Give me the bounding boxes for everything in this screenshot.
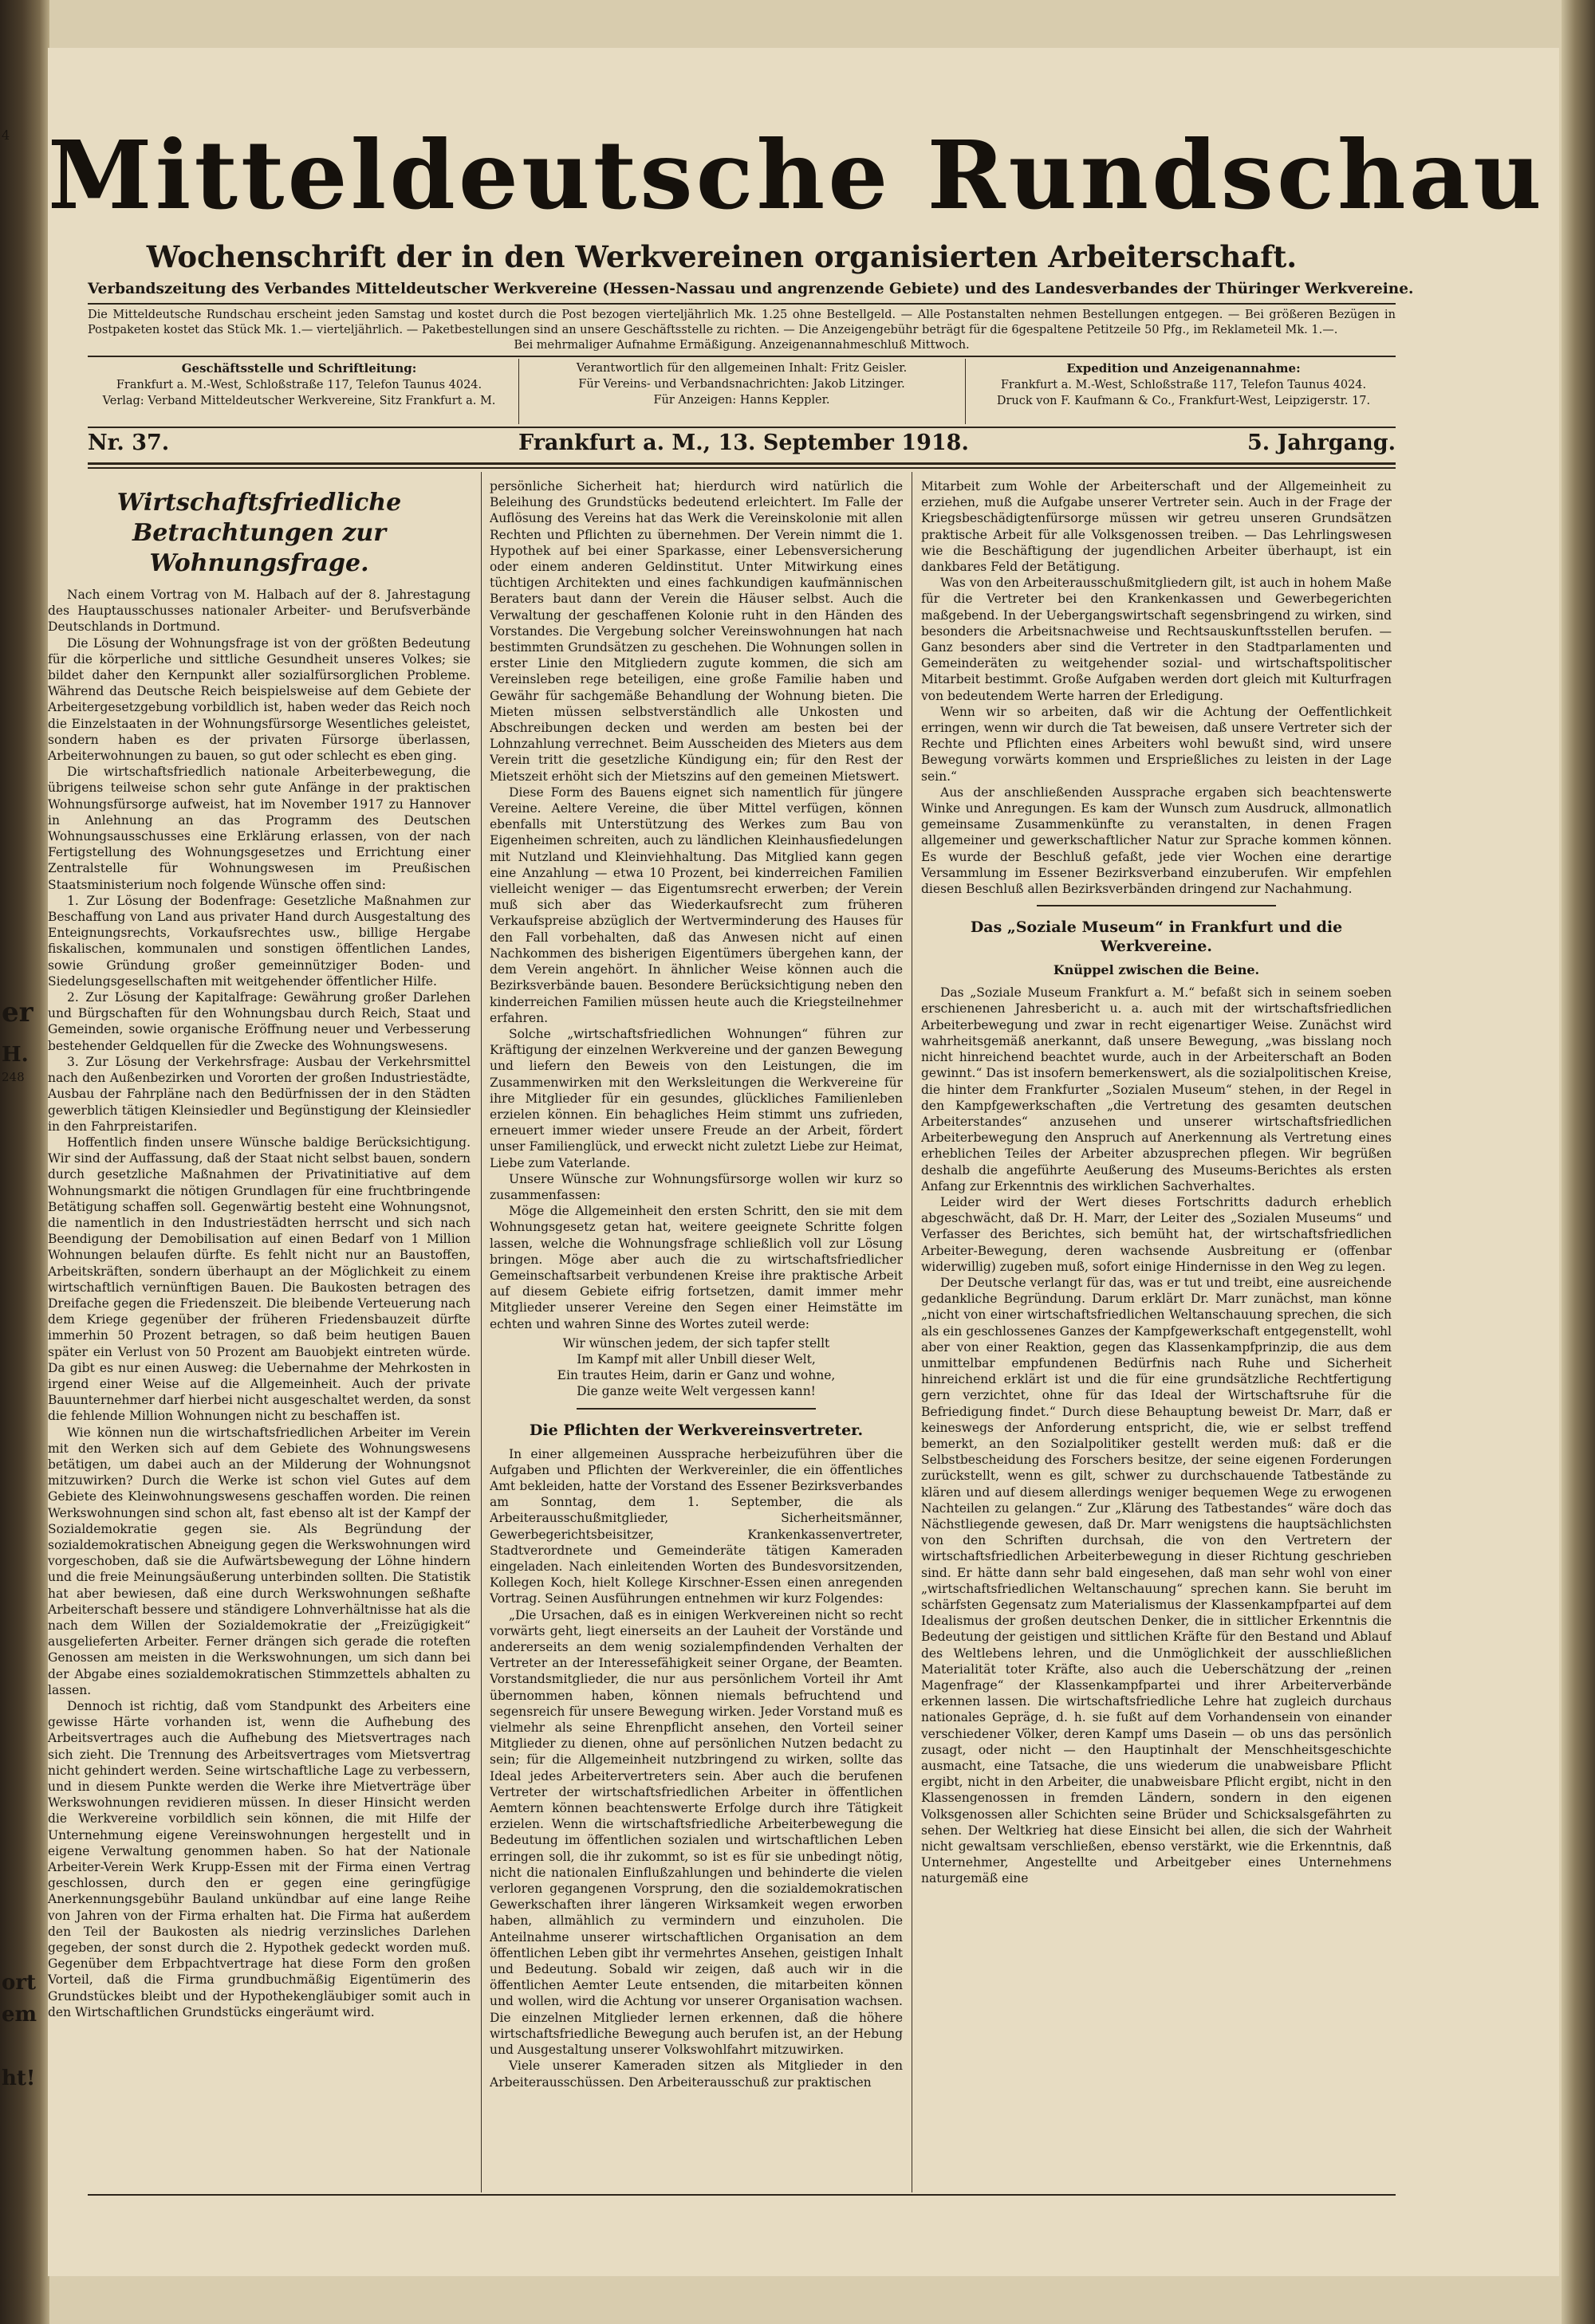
masthead-subtitle: Wochenschrift der in den Werkvereinen organisierten Arbeiterschaft.: [146, 239, 1298, 274]
subscription-info: [88, 308, 1396, 353]
paragraph: persönliche Sicherheit hat; hierdurch wird natürlich die Beleihung des Grundstücks bedeutend erleichtert. Im Falle der Auflösung des Vereins hat das Werk die Vereinskolonie mit allen Rechten und Pflichten zu übernehmen. Der Verein nimmt die 1. Hypothek auf bei einer Sparkasse, einer Lebensversicherung oder einem anderen Geldinstitut. Unter Mitwirkung eines tüchtigen Architekten und eines fachkundigen kaufmännischen Beraters baut dann der Verein die Häuser selbst. Auch die Verwaltung der geschaffenen Kolonie ruht in den Händen des Vorstandes. Die Vergebung solcher Vereinswohnungen hat nach bestimmten Grundsätzen zu geschehen. Die Wohnungen sollen in erster Linie den Mitgliedern zugute kommen, die sich am Vereinsleben rege beteiligen, eine große Familie haben und Gewähr für sachgemäße Behandlung der Wohnung bieten. Die Mieten müssen selbstverständlich alle Unkosten und Abschreibungen decken und werden am besten bei der Lohnzahlung verrechnet. Beim Ausscheiden des Mieters aus dem Verein tritt die gesetzliche Kündigung ein; für den Rest der Mietszeit erhöht sich der Mietszins auf den gemeinen Mietswert.: [490, 479, 903, 784]
editors-line: Verantwortlich für den allgemeinen Inhalt: Fritz Geisler.: [576, 362, 908, 375]
header-rule: [88, 356, 1396, 357]
box-divider: [965, 359, 966, 424]
paragraph: Viele unserer Kameraden sitzen als Mitglieder in den Arbeiterausschüssen. Den Arbeiterausschuß zur praktischen: [490, 2059, 903, 2090]
header-rule: [88, 303, 1396, 305]
office-box-line: Frankfurt a. M.-West, Schloßstraße 117, Telefon Taunus 4024.: [116, 379, 482, 391]
paragraph: Diese Form des Bauens eignet sich namentlich für jüngere Vereine. Aeltere Vereine, die über Mittel verfügen, können ebenfalls mit Unterstützung des Werkes zum Bau von Eigenheimen schreiten, auch zu ländlichen Kleinhausfiedelungen mit Nutzland und Kleinviehhaltung. Das Mitglied kann gegen eine Anzahlung — etwa 10 Prozent, bei kinderreichen Familien vielleicht weniger — das Eigentumsrecht erwerben; der Verein muß sich aber das Wiederkaufsrecht zum früheren Verkaufspreise abzüglich der Wertverminderung des Hauses für den Fall vorbehalten, daß das Anwesen nicht auf einen Nachkommen des bisherigen Eigentümers übergehen kann, der dem Verein angehört. In ähnlicher Weise können auch die Bezirksverbände bauen. Besondere Berücksichtigung neben den kinderreichen Familien müssen heute auch die Kriegsteilnehmer erfahren.: [490, 784, 903, 1025]
paragraph: Dennoch ist richtig, daß vom Standpunkt des Arbeiters eine gewisse Härte vorhanden ist, wenn die Aufhebung des Arbeitsvertrages auch die Aufhebung des Mietsvertrages nach sich zieht. Die Trennung des Arbeitsvertrages vom Mietsvertrag nicht gehindert werden. Seine wirtschaftliche Lage zu verbessern, und in diesem Punkte werden die Werke ihre Mietverträge über Werkswohnungen revidieren müssen. In dieser Hinsicht werden die Werkvereine vorbildlich sein können, die mit Hilfe der Unternehmung eigene Vereinswohnungen hergestellt und in eigene Verwaltung genommen haben. So hat der Nationale Arbeiter-Verein Werk Krupp-Essen mit der Firma einen Vertrag geschlossen, durch den er gegen eine geringfügige Anerkennungsgebühr Bauland unkündbar auf eine lange Reihe von Jahren von der Firma erhalten hat. Die Firma hat außerdem den Teil der Baukosten als niedrig verzinsliches Darlehen gegeben, der sonst durch die 2. Hypothek gedeckt worden muß. Gegenüber dem Erbpachtvertrage hat diese Form den großen Vorteil, daß die Firma grundbuchmäßig Eigentümerin des Grundstückes bleibt und der Hypothekengläubiger somit auch in den Wirtschaftlichen Grundstücks eingeräumt wird.: [48, 1699, 471, 2019]
edge-fragment: 4: [2, 128, 10, 143]
subscription-line: Bei mehrmaliger Aufnahme Ermäßigung. Anzeigenannahmeschluß Mittwoch.: [514, 339, 970, 352]
article-title: Die Pflichten der Werkvereinsvertreter.: [529, 1421, 864, 1439]
edge-fragment: ht!: [2, 2066, 36, 2090]
paragraph: Möge die Allgemeinheit den ersten Schritt, den sie mit dem Wohnungsgesetz getan hat, weitere geeignete Schritte folgen lassen, welche die Wohnungsfrage schließlich voll zur Lösung bringen. Möge aber auch die zu wirtschaftsfriedlicher Gemeinschaftsarbeit verbundenen Kreise ihre praktische Arbeit auf diesem Gebiete eifrig fortsetzen, damit immer mehr Mitglieder unserer Vereine den Segen einer Heimstätte im echten und wahren Sinne des Wortes zuteil werde:: [490, 1204, 903, 1331]
section-rule: [577, 1408, 816, 1410]
editors-box: [526, 360, 957, 408]
paragraph: Hoffentlich finden unsere Wünsche baldige Berücksichtigung. Wir sind der Auffassung, daß der Staat nicht selbst bauen, sondern durch gesetzliche Maßnahmen der Privatinitiative auf dem Wohnungsmarkt die nötigen Grundlagen für eine fruchtbringende Betätigung schaffen soll. Gegenwärtig besteht eine Wohnungsnot, die namentlich in den Industriestädten herrscht und sich nach Beendigung der Demobilisation auf einen Bedarf von 1 Million Wohnungen belaufen dürfte. Es fehlt nicht nur an Baustoffen, Arbeitskräften, sondern überhaupt an der Möglichkeit zu einem wirtschaftlich vernünftigen Bauen. Die Baukosten betragen des Dreifache gegen die Friedenszeit. Die bleibende Verteuerung nach dem Kriege gegenüber der früheren Friedensbauzeit dürfte immerhin 50 Prozent betragen, so daß beim heutigen Bauen später ein Verlust von 50 Prozent am Bauobjekt eintreten würde. Da gibt es nur einen Ausweg: die Uebernahme der Mehrkosten in irgend einer Weise auf die Allgemeinheit. Auch der private Bauunternehmer darf hierbei nicht ausgeschaltet werden, da sonst die fehlende Million Wohnungen nicht zu beschaffen ist.: [48, 1134, 471, 1424]
article-title: Wirtschaftsfriedliche Betrachtungen zur Wohnungsfrage.: [116, 489, 402, 577]
column-3: [921, 478, 1392, 2192]
verse-line: Die ganze weite Welt vergessen kann!: [577, 1384, 816, 1399]
page-stack-edge: [1562, 0, 1595, 2324]
expedition-line: Druck von F. Kaufmann & Co., Frankfurt-West, Leipzigerstr. 17.: [996, 395, 1371, 407]
expedition-box: [971, 360, 1396, 409]
column-2: [490, 478, 903, 2192]
paragraph: Die Lösung der Wohnungsfrage ist von der größten Bedeutung für die körperliche und sittliche Gesundheit unseres Volkes; sie bildet daher den Kernpunkt aller sozialfürsorglichen Probleme. Während das Deutsche Reich beispielsweise auf dem Gebiete der Arbeitergesetzgebung vorbildlich ist, haben weder das Reich noch die Einzelstaaten in der Wohnungsfürsorge Wesentliches geleistet, sondern haben es der privaten Fürsorge überlassen, Arbeiterwohnungen zu bauen, so gut oder schlecht es eben ging.: [48, 635, 471, 764]
box-divider: [518, 359, 519, 424]
subscription-line: Die Mitteldeutsche Rundschau erscheint jeden Samstag und kostet durch die Post bezogen vierteljährlich Mk. 1.25 ohne Bestellgeld. — Alle Postanstalten nehmen Bestellungen entgegen. — Bei größeren Bezügen in Postpaketen kostet das Stück Mk. 1.— vierteljährlich. — Paketbestellungen sind an unsere Geschäftsstelle zu richten. — Die Anzeigengebühr beträgt für die 6gespaltene Petitzeile 50 Pfg., im Reklameteil Mk. 1.—.: [88, 309, 1396, 336]
office-box-line: Verlag: Verband Mitteldeutscher Werkvereine, Sitz Frankfurt a. M.: [102, 395, 496, 407]
verse-line: Ein trautes Heim, darin er Ganz und wohne,: [557, 1368, 836, 1383]
expedition-box-title: Expedition und Anzeigenannahme:: [1066, 361, 1301, 376]
masthead-title: Mitteldeutsche Rundschau: [48, 120, 1545, 230]
office-box-title: Geschäftsstelle und Schriftleitung:: [181, 361, 417, 376]
article-subhead: Nach einem Vortrag von M. Halbach auf der 8. Jahrestagung des Hauptausschusses nationaler Arbeiter- und Berufsverbände Deutschlands in Dortmund.: [48, 588, 471, 635]
paragraph: Leider wird der Wert dieses Fortschritts dadurch erheblich abgeschwächt, daß Dr. H. Marr, der Leiter des „Sozialen Museums“ und Verfasser des Berichtes, sich bemüht hat, der wirtschaftsfriedlichen Arbeiter-Bewegung, deren wachsende Ausbreitung er (offenbar widerwillig) zugeben muß, sofort einige Hindernisse in den Weg zu legen.: [921, 1194, 1392, 1274]
edge-fragment: 248: [2, 1070, 25, 1084]
paragraph: 1. Zur Lösung der Bodenfrage: Gesetzliche Maßnahmen zur Beschaffung von Land aus privater Hand durch Ausgestaltung des Enteignungsrechts, Vorkaufsrechtes usw., billige Hergabe fiskalischen, kommunalen und sonstigen öffentlichen Landes, sowie Gründung großer gemeinnütziger Boden- und Siedelungsgesellschaften mit weitgehender öffentlicher Hilfe.: [48, 893, 471, 989]
page-bottom-rule: [88, 2194, 1396, 2196]
dateline-rule: [88, 462, 1396, 465]
paragraph: Das „Soziale Museum Frankfurt a. M.“ befaßt sich in seinem soeben erschienenen Jahresbericht u. a. auch mit der wirtschaftsfriedlichen Arbeiterbewegung und zwar in recht eigenartiger Weise. Zunächst wird wahrheitsgemäß anerkannt, daß unsere Bewegung, „was bisslang noch nicht hinreichend beachtet wurde, auch in der Arbeiterschaft an Boden gewinnt.“ Das ist insofern bemerkenswert, als die sozialpolitischen Kreise, die hinter dem Frankfurter „Sozialen Museum“ stehen, in der Regel in den Kampfgewerkschaften „die Vertretung des gesamten deutschen Arbeiterstandes“ anzusehen und unserer wirtschaftsfriedlichen Arbeiterbewegung den Anspruch auf Anerkennung als Vertretung eines erheblichen Teiles der Arbeiter abzusprechen pflegen. Wir begrüßen deshalb die angeführte Aeußerung des Museums-Berichtes als ersten Anfang zur Erkenntnis des wirklichen Sachverhaltes.: [921, 985, 1392, 1193]
paragraph: Wie können nun die wirtschaftsfriedlichen Arbeiter im Verein mit den Werken sich auf dem Gebiete des Wohnungswesens betätigen, um dabei auch an der Milderung der Wohnungsnot mitzuwirken? Durch die Werke ist schon viel Gutes auf dem Gebiete des Kleinwohnungswesens geschaffen worden. Die reinen Werkswohnungen sind schon alt, fast ebenso alt ist der Kampf der Sozialdemokratie gegen sie. Als Begründung der sozialdemokratischen Abneigung gegen die Werkswohnungen wird vorgeschoben, daß sie die Aufwärtsbewegung der Löhne hindern und die freie Meinungsäußerung unterbinden sollten. Die Statistik hat aber bewiesen, daß eine durch Werkswohnungen seßhafte Arbeiterschaft bessere und ständigere Lohnverhältnisse hat als die nach dem Willen der Sozialdemokratie der „Freizügigkeit“ ausgelieferten Arbeiter. Ferner drängen sich gerade die roteften Genossen am meisten in die Werkswohnungen, um sich dann bei der Abgabe eines sozialdemokratischen Stimmzettels abhalten zu lassen.: [48, 1425, 471, 1697]
paragraph: In einer allgemeinen Aussprache herbeizuführen über die Aufgaben und Pflichten der Werkvereinler, die ein öffentliches Amt bekleiden, hatte der Vorstand des Essener Bezirksverbandes am Sonntag, dem 1. September, die als Arbeiterausschußmitglieder, Sicherheitsmänner, Gewerbegerichtsbeisitzer, Krankenkassenvertreter, Stadtverordnete und Gemeinderäte tätigen Kameraden eingeladen. Nach einleitenden Worten des Bundesvorsitzenden, Kollegen Koch, hielt Kollege Kirschner-Essen einen anregenden Vortrag. Seinen Ausführungen entnehmen wir kurz Folgendes:: [490, 1446, 903, 1606]
paragraph: Die wirtschaftsfriedlich nationale Arbeiterbewegung, die übrigens teilweise schon sehr gute Anfänge in der praktischen Wohnungsfürsorge aufweist, hat im November 1917 zu Hannover in Anlehnung an das Programm des Deutschen Wohnungsausschusses eine Erklärung erlassen, von der nach Fertigstellung des Wohnungsgesetzes und Errichtung einer Zentralstelle für Wohnungswesen im Preußischen Staatsministerium noch folgende Wünsche offen sind:: [48, 765, 471, 892]
paragraph: 3. Zur Lösung der Verkehrsfrage: Ausbau der Verkehrsmittel nach den Außenbezirken und Vororten der großen Industriestädte, Ausbau der Fahrpläne nach den Bedürfnissen der in den Städten gewerblich tätigen Kleinsiedler und Begünstigung der Kleinsiedler in den Fahrpreistarifen.: [48, 1054, 471, 1134]
paragraph: Wenn wir so arbeiten, daß wir die Achtung der Oeffentlichkeit erringen, wenn wir durch die Tat beweisen, daß unsere Vertreter sich der Rechte und Pflichten eines Arbeiters wohl bewußt sind, wird unsere Bewegung vorwärts kommen und Ersprießliches zu leisten in der Lage sein.“: [921, 704, 1392, 784]
office-box: [88, 360, 510, 409]
edge-fragment: em: [2, 2003, 37, 2027]
paragraph: Mitarbeit zum Wohle der Arbeiterschaft und der Allgemeinheit zu erziehen, muß die Aufgabe unserer Vertreter sein. Auch in der Frage der Kriegsbeschädigtenfürsorge müssen wir getreu unseren Grundsätzen praktische Arbeit für alle Volksgenossen treiben. — Das Lehrlingswesen wie die Beschäftigung der jugendlichen Arbeiter überhaupt, ist ein dankbares Feld der Betätigung.: [921, 479, 1392, 575]
edge-fragment: er: [2, 997, 33, 1028]
editors-line: Für Vereins- und Verbandsnachrichten: Jakob Litzinger.: [578, 378, 905, 391]
section-rule: [1037, 905, 1276, 906]
edge-fragment: H.: [2, 1043, 29, 1067]
issue-number: Nr. 37.: [88, 431, 170, 455]
paragraph: Solche „wirtschaftsfriedlichen Wohnungen“ führen zur Kräftigung der einzelnen Werkvereine und der ganzen Bewegung und liefern den Beweis von den Leistungen, die im Zusammenwirken mit den Werksleitungen die Werkvereine für ihre Mitglieder für ein gesundes, glückliches Familienleben erzielen können. Ein behagliches Heim stimmt uns zufrieden, erneuert immer wieder unsere Freude an der Arbeit, fördert unser Familienglück, und erweckt nicht zuletzt Liebe zur Heimat, Liebe zum Vaterlande.: [490, 1026, 903, 1170]
masthead-subsubtitle: Verbandszeitung des Verbandes Mitteldeutscher Werkvereine (Hessen-Nassau und angrenzende Gebiete) und des Landesverbandes der Thüringer Werkvereine.: [88, 281, 1414, 297]
paragraph: Aus der anschließenden Aussprache ergaben sich beachtenswerte Winke und Anregungen. Es kam der Wunsch zum Ausdruck, allmonatlich gemeinsame Zusammenkünfte zu veranstalten, in denen Fragen allgemeiner und gewerkschaftlicher Natur zur Sprache kommen können. Es wurde der Beschluß gefaßt, jede vier Wochen eine derartige Versammlung im Essener Bezirksverband einzuberufen. Wir empfehlen diesen Beschluß allen Bezirksverbänden dringend zur Nachahmung.: [921, 784, 1392, 897]
paragraph: Was von den Arbeiterausschußmitgliedern gilt, ist auch in hohem Maße für die Vertreter bei den Krankenkassen und Gewerbegerichten maßgebend. In der Uebergangswirtschaft segensbringend zu wirken, sind besonders die Arbeitsnachweise und Rechtsauskunftsstellen berufen. — Ganz besonders aber sind die Vertreter in den Stadtparlamenten und Gemeinderäten zu weitgehender sozial- und wirtschaftspolitischer Mitarbeit bestimmt. Große Aufgaben werden dort gleich mit Kulturfragen von bedeutendem Werte harren der Erledigung.: [921, 576, 1392, 703]
header-rule: [88, 427, 1396, 428]
column-1: [48, 478, 471, 2192]
issue-date: Frankfurt a. M., 13. September 1918.: [518, 431, 969, 455]
volume: 5. Jahrgang.: [1247, 431, 1396, 455]
article-subtitle: Knüppel zwischen die Beine.: [1053, 962, 1260, 978]
paragraph: Der Deutsche verlangt für das, was er tut und treibt, eine ausreichende gedankliche Begründung. Darum erklärt Dr. Marr zunächst, man könne „nicht von einer wirtschaftsfriedlichen Weltanschauung sprechen, die sich als ein geschlossenes Ganzes der Kampfgewerkschaft entgegenstellt, wohl aber von einer Reaktion, gegen das Klassenkampfprinzip, die aus dem unmittelbar empfundenen Bedürfnis nach Ruhe und Sicherheit hinreichend erklärt ist und die für eine grundsätzliche Rechtfertigung gern verzichtet, ohne für das Ideal der Wirtschaftsruhe für die Befriedigung findet.“ Durch diese Behauptung beweist Dr. Marr, daß er keineswegs der Anforderung entspricht, die, wie er selbst treffend bemerkt, an den Sozialpolitiker gestellt werden muß: daß er die Selbstbescheidung des Forschers besitze, der seine eigenen Forderungen zurückstellt, wenn es gilt, schwer zu durchschauende Tatbestände zu klären und auf diesem allerdings weniger bequemen Wege zu erwogenen Nachteilen zu gelangen.“ Zur „Klärung des Tatbestandes“ wäre doch das Nächstliegende gewesen, daß Dr. Marr wenigstens die hauptsächlichsten von den Schriften durchsah, die von den Vertretern der wirtschaftsfriedlichen Arbeiterbewegung in dieser Richtung geschrieben sind. Er hätte dann sehr bald eingesehen, daß man sehr wohl von einer „wirtschaftsfriedlichen Weltanschauung“ sprechen kann. Sie beruht im schärfsten Gegensatz zum Materialismus der Klassenkampfpartei auf dem Idealismus der großen deutschen Denker, die in sittlicher Erkenntnis die Bedeutung der geistigen und sittlichen Kräfte für den Bestand und Ablauf des Weltlebens lehren, und die Unmöglichkeit der ausschließlichen Materialität toter Kräfte, also auch die Ueberschätzung der „reinen Magenfrage“ der Klassenkampfpartei und ihrer Arbeiterverbände erkennen lassen. Die wirtschaftsfriedliche Lehre hat zugleich durchaus nationales Gepräge, d. h. sie fußt auf dem Vorhandensein von einander verschiedener Völker, deren Kampf ums Dasein — ob uns das persönlich zusagt, oder nicht — den Hauptinhalt der Menschheitsgeschichte ausmacht, eine Tatsache, die uns wiederum die unabweisbare Pflicht ergibt, nicht in den Arbeiter, die unabweisbare Pflicht ergibt, nicht in den Klassengenossen in fremden Ländern, sondern in den eigenen Volksgenossen aller Schichten seine Brüder und Schicksalsgefährten zu sehen. Der Weltkrieg hat diese Einsicht bei allen, die sich der Wahrheit nicht gewaltsam verschließen, ebenso verstärkt, wie die Erkenntnis, daß Unternehmer, Angestellte und Arbeitgeber eines Unternehmens naturgemäß eine: [921, 1275, 1392, 1886]
editors-line: Für Anzeigen: Hanns Keppler.: [653, 394, 830, 407]
expedition-line: Frankfurt a. M.-West, Schloßstraße 117, Telefon Taunus 4024.: [1000, 379, 1367, 391]
dateline-rule: [88, 467, 1396, 469]
article-title: Das „Soziale Museum“ in Frankfurt und die Werkvereine.: [970, 918, 1343, 956]
paragraph: „Die Ursachen, daß es in einigen Werkvereinen nicht so recht vorwärts geht, liegt einerseits an der Lauheit der Vorstände und andererseits an dem wenig sozialempfindenden Verhalten der Vertreter an der Interessefähigkeit seiner Organe, der Beamten. Vorstandsmitglieder, die nur aus persönlichem Vorteil ihr Amt übernommen haben, können niemals befruchtend und segensreich für unsere Bewegung wirken. Jeder Vorstand muß es vielmehr als seine Ehrenpflicht ansehen, den Vorteil seiner Mitglieder zu dienen, ohne auf persönlichen Nutzen bedacht zu sein; für die Allgemeinheit nutzbringend zu wirken, sollte das Ideal jedes Arbeitervertreters sein. Aber auch die berufenen Vertreter der wirtschaftsfriedlichen Arbeiter in öffentlichen Aemtern können beachtenswerte Erfolge durch ihre Tätigkeit erzielen. Wenn die wirtschaftsfriedliche Arbeiterbewegung die Bedeutung im öffentlichen sozialen und wirtschaftlichen Leben erringen soll, die ihr zukommt, so ist es für sie unbedingt nötig, nicht die nationalen Einflußzahlungen und behinderte die vielen verloren gegangenen Vorsprung, den die sozialdemokratischen Gewerkschaften ihrer längeren Wirksamkeit wegen erworben haben, allmählich zu vermindern und einzuholen. Die Anteilnahme unserer wirtschaftlichen Organisation an dem öffentlichen Leben gibt ihr vermehrtes Ansehen, geistigen Inhalt und Bedeutung. Sobald wir zeigen, daß auch wir in die öffentlichen Aemter Leute entsenden, die mitarbeiten können und wollen, wird die Achtung vor unserer Organisation wachsen. Die einzelnen Mitglieder lernen erkennen, daß die höhere wirtschaftsfriedliche Bewegung auch berufen ist, an der Hebung und Ausgestaltung unserer Volkswohlfahrt mitzuwirken.: [490, 1607, 903, 2058]
column-divider: [481, 472, 482, 2192]
verse-line: Wir wünschen jedem, der sich tapfer stellt: [562, 1335, 830, 1351]
edge-fragment: ort: [2, 1971, 37, 1995]
paragraph: 2. Zur Lösung der Kapitalfrage: Gewährung großer Darlehen und Bürgschaften für den Wohnungsbau durch Reich, Staat und Gemeinden, sowie organische Eröffnung neuer und Verbesserung bestehender Geldquellen für die Zwecke des Wohnungswesens.: [48, 990, 471, 1053]
paragraph: Unsere Wünsche zur Wohnungsfürsorge wollen wir kurz so zusammenfassen:: [490, 1171, 903, 1202]
verse-line: Im Kampf mit aller Unbill dieser Welt,: [577, 1351, 816, 1366]
